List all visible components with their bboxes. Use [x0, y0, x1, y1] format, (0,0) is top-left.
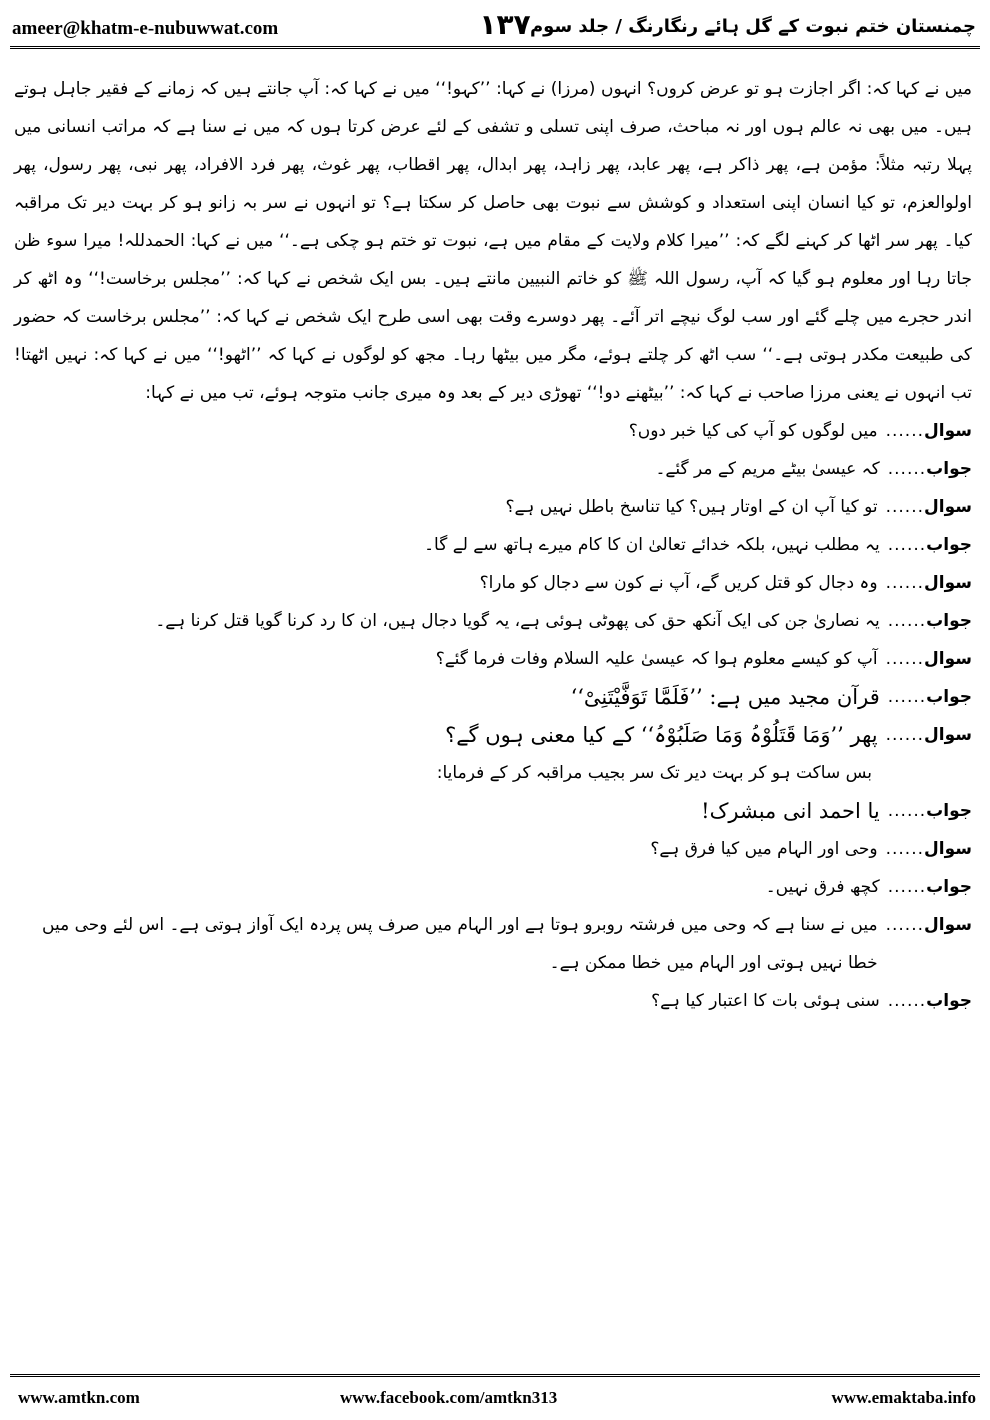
qa-text: کچھ فرق نہیں۔ — [765, 877, 880, 897]
qa-label: سوال — [924, 915, 972, 935]
header-divider — [10, 46, 980, 52]
page-body — [14, 70, 972, 1020]
qa-label: سوال — [924, 421, 972, 441]
qa-row — [14, 982, 972, 1020]
qa-text: میں لوگوں کو آپ کی کیا خبر دوں؟ — [628, 421, 878, 441]
page-footer — [10, 1388, 980, 1412]
footer-link-emaktaba[interactable]: www.emaktaba.info — [831, 1388, 976, 1407]
qa-text: پھر ’’وَمَا قَتَلُوْہُ وَمَا صَلَبُوْہُ‘‘ کے کیا معنی ہوں گے؟ — [445, 723, 878, 747]
qa-dots: ...... — [885, 915, 925, 935]
qa-label: جواب — [926, 877, 972, 897]
footer-divider — [10, 1374, 980, 1380]
qa-text: آپ کو کیسے معلوم ہوا کہ عیسیٰ علیہ السلام وفات فرما گئے؟ — [435, 649, 878, 669]
qa-dots: ...... — [887, 877, 927, 897]
qa-label: سوال — [924, 839, 972, 859]
qa-dots: ...... — [885, 725, 925, 745]
qa-text: وہ دجال کو قتل کریں گے، آپ نے کون سے دجال کو مارا؟ — [479, 573, 878, 593]
qa-row — [14, 868, 972, 906]
qa-row — [14, 640, 972, 678]
qa-text: سنی ہوئی بات کا اعتبار کیا ہے؟ — [651, 991, 880, 1011]
qa-row — [14, 412, 972, 450]
qa-label: جواب — [926, 687, 972, 707]
footer-link-amtkn[interactable]: www.amtkn.com — [18, 1388, 140, 1407]
qa-text: میں نے سنا ہے کہ وحی میں فرشتہ روبرو ہوتا ہے اور الہام میں صرف پس پردہ ایک آواز ہوتی ہے۔ اس لئے وحی میں خطا نہیں ہوتی اور الہام میں خطا ممکن ہے۔ — [42, 915, 878, 973]
qa-dots: ...... — [885, 421, 925, 441]
qa-dots: ...... — [887, 801, 927, 821]
qa-text: کہ عیسیٰ بیٹے مریم کے مر گئے۔ — [655, 459, 880, 479]
qa-label: جواب — [926, 611, 972, 631]
qa-label: جواب — [926, 459, 972, 479]
qa-row — [14, 450, 972, 488]
qa-row — [14, 602, 972, 640]
qa-row — [14, 716, 972, 754]
qa-label: جواب — [926, 801, 972, 821]
qa-label: جواب — [926, 535, 972, 555]
qa-text: تو کیا آپ ان کے اوتار ہیں؟ کیا تناسخ باطل نہیں ہے؟ — [505, 497, 878, 517]
qa-text: یا احمد انی مبشرک! — [701, 799, 880, 823]
page-number: ۱۳۷ — [479, 8, 531, 41]
qa-dots: ...... — [887, 991, 927, 1011]
header-email: ameer@khatm-e-nubuwwat.com — [12, 18, 279, 39]
qa-dots: ...... — [887, 611, 927, 631]
qa-text: قرآن مجید میں ہے: ’’فَلَمَّا تَوَفَّیْتَنِیْ‘‘ — [570, 685, 880, 709]
qa-dots: ...... — [885, 497, 925, 517]
book-title: چمنستان ختم نبوت کے گل ہائے رنگارنگ / جلد سوم — [529, 16, 976, 37]
qa-row — [14, 488, 972, 526]
qa-label: جواب — [926, 991, 972, 1011]
qa-text: وحی اور الہام میں کیا فرق ہے؟ — [650, 839, 878, 859]
intro-paragraph: میں نے کہا کہ: اگر اجازت ہو تو عرض کروں؟ انہوں (مرزا) نے کہا: ’’کہو!‘‘ میں نے کہا کہ: آپ جانتے ہیں کہ زمانے کے فقیر جاہل ہوتے ہیں۔ میں بھی نہ عالم ہوں اور نہ مباحث، صرف اپنی تسلی و تشفی کے لئے عرض کرتا ہوں کہ میں نے سنا ہے کہ مراتب انسانی میں پہلا رتبہ مثلاً: مؤمن ہے، پھر ذاکر ہے، پھر عابد، پھر زاہد، پھر ابدال، پھر اقطاب، پھر غوث، پھر فرد الافراد، پھر نبی، پھر رسول، پھر اولوالعزم، تو کیا انسان اپنی استعداد و کوشش سے نبوت بھی حاصل کر سکتا ہے؟ تو انہوں نے سر بہ زانو ہو کر بہت دیر تک مراقبہ کیا۔ پھر سر اٹھا کر کہنے لگے کہ: ’’میرا کلام ولایت کے مقام میں ہے، نبوت تو ختم ہو چکی ہے۔‘‘ میں نے کہا: الحمدللہ! میرا سوء ظن جاتا رہا اور معلوم ہو گیا کہ آپ، رسول اللہ ﷺ کو خاتم النبیین مانتے ہیں۔ بس ایک شخص نے کہا کہ: ’’مجلس برخاست!‘‘ وہ اٹھ کر اندر حجرے میں چلے گئے اور سب لوگ نیچے اتر آئے۔ پھر دوسرے وقت بھی اسی طرح ایک شخص نے کہا کہ: ’’مجلس برخاست کہ حضور کی طبیعت مکدر ہوتی ہے۔‘‘ سب اٹھ کر چلتے ہوئے، مگر میں بیٹھا رہا۔ مجھ کو لوگوں نے کہا کہ ’’اٹھو!‘‘ میں نے کہا کہ: نہیں اٹھتا! تب انہوں نے یعنی مرزا صاحب نے کہا کہ: ’’بیٹھنے دو!‘‘ تھوڑی دیر کے بعد وہ میری جانب متوجہ ہوئے، تب میں نے کہا: — [14, 79, 972, 403]
qa-label: سوال — [924, 725, 972, 745]
qa-row — [14, 830, 972, 868]
qa-text: یہ نصاریٰ جن کی ایک آنکھ حق کی پھوٹی ہوئی ہے، یہ گویا دجال ہیں، ان کا رد کرنا گویا قتل کرنا ہے۔ — [155, 611, 880, 631]
qa-dots: ...... — [885, 573, 925, 593]
qa-label: سوال — [924, 649, 972, 669]
qa-dots: ...... — [885, 839, 925, 859]
qa-row — [14, 526, 972, 564]
qa-row — [14, 792, 972, 830]
qa-dots: ...... — [887, 535, 927, 555]
qa-text: یہ مطلب نہیں، بلکہ خدائے تعالیٰ ان کا کام میرے ہاتھ سے لے گا۔ — [424, 535, 880, 555]
qa-dots: ...... — [887, 687, 927, 707]
qa-label: سوال — [924, 573, 972, 593]
qa-dots: ...... — [885, 649, 925, 669]
qa-label: سوال — [924, 497, 972, 517]
qa-dots: ...... — [887, 459, 927, 479]
qa-row — [14, 564, 972, 602]
footer-link-facebook[interactable]: www.facebook.com/amtkn313 — [340, 1388, 558, 1407]
narration-line: بس ساکت ہو کر بہت دیر تک سر بجیب مراقبہ کر کے فرمایا: — [436, 763, 872, 783]
qa-row — [14, 906, 972, 982]
qa-row — [14, 678, 972, 716]
page-header — [10, 6, 980, 46]
